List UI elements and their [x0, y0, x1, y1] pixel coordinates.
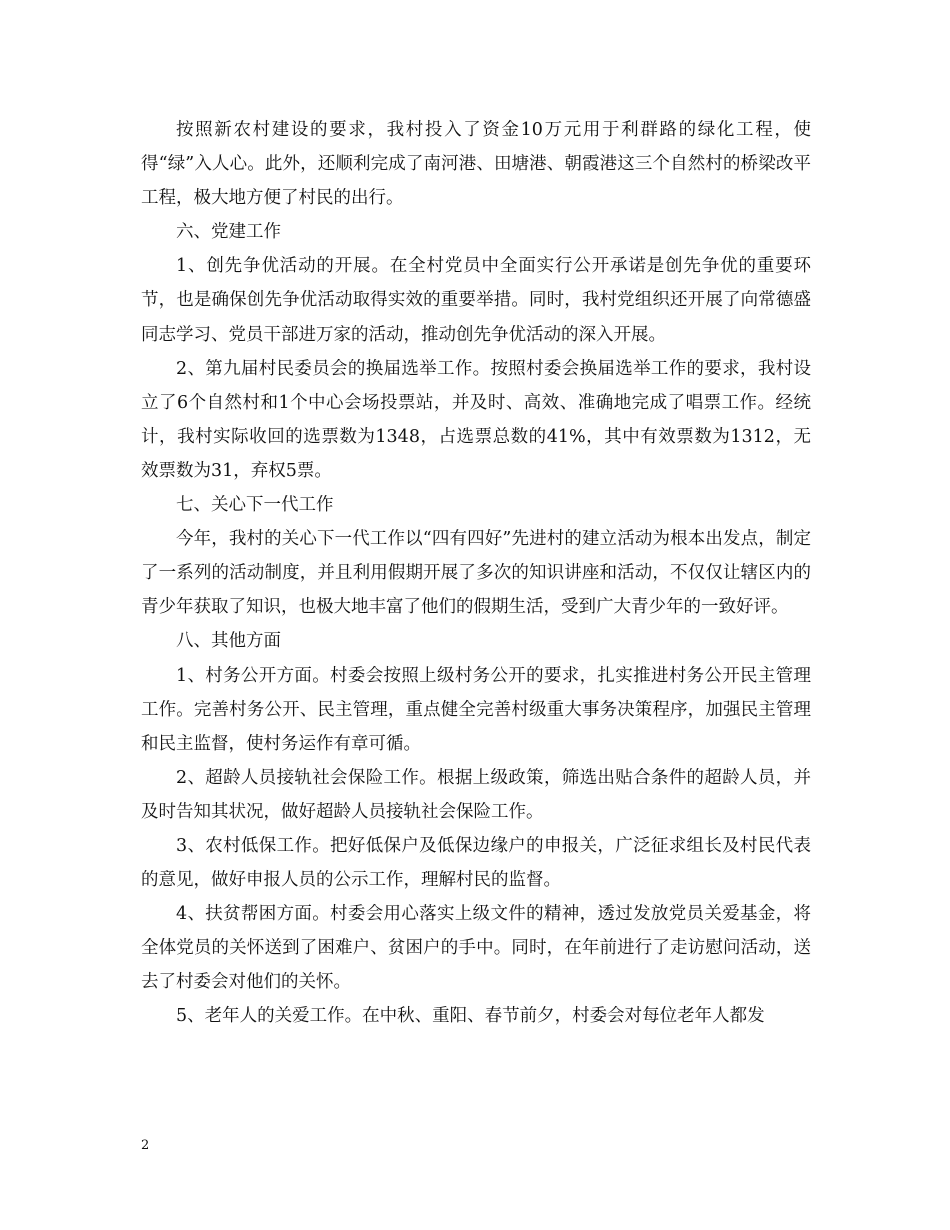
- paragraph-elderly-care: 5、老年人的关爱工作。在中秋、重阳、春节前夕，村委会对每位老年人都发: [176, 1006, 765, 1027]
- paragraph-social-insurance: 2、超龄人员接轨社会保险工作。根据上级政策，筛选出贴合条件的超龄人员，并及时告知其状况，做好超龄人员接轨社会保险工作。: [141, 767, 811, 822]
- section-heading-other-aspects: 八、其他方面: [176, 631, 281, 652]
- paragraph-excellence-campaign: 1、创先争优活动的开展。在全村党员中全面实行公开承诺是创先争优的重要环节，也是确保创先争优活动取得实效的重要举措。同时，我村党组织还开展了向常德盛同志学习、党员干部进万家的活动，推动创先争优活动的深入开展。: [141, 256, 811, 345]
- paragraph-greening-project: 按照新农村建设的要求，我村投入了资金10万元用于利群路的绿化工程，使得“绿”入人心。此外，还顺利完成了南河港、田塘港、朝霞港这三个自然村的桥梁改平工程，极大地方便了村民的出行。: [141, 120, 811, 209]
- document-body: [141, 113, 811, 1034]
- paragraph-village-affairs: 1、村务公开方面。村委会按照上级村务公开的要求，扎实推进村务公开民主管理工作。完善村务公开、民主管理，重点健全完善村级重大事务决策程序，加强民主管理和民主监督，使村务运作有章可循。: [141, 665, 811, 754]
- paragraph-youth-activities: 今年，我村的关心下一代工作以“四有四好”先进村的建立活动为根本出发点，制定了一系列的活动制度，并且利用假期开展了多次的知识讲座和活动，不仅仅让辖区内的青少年获取了知识，也极大地丰富了他们的假期生活，受到广大青少年的一致好评。: [141, 529, 811, 618]
- paragraph-subsistence-allowance: 3、农村低保工作。把好低保户及低保边缘户的申报关，广泛征求组长及村民代表的意见，做好申报人员的公示工作，理解村民的监督。: [141, 835, 811, 891]
- paragraph-election-work: 2、第九届村民委员会的换届选举工作。按照村委会换届选举工作的要求，我村设立了6个自然村和1个中心会场投票站，并及时、高效、准确地完成了唱票工作。经统计，我村实际收回的选票数为1348，占选票总数的41%，其中有效票数为1312，无效票数为31，弃权5票。: [141, 358, 811, 481]
- page-number: 2: [141, 1138, 150, 1153]
- paragraph-poverty-relief: 4、扶贫帮困方面。村委会用心落实上级文件的精神，透过发放党员关爱基金，将全体党员的关怀送到了困难户、贫困户的手中。同时，在年前进行了走访慰问活动，送去了村委会对他们的关怀。: [141, 904, 811, 993]
- section-heading-next-generation: 七、关心下一代工作: [176, 495, 334, 516]
- section-heading-party-building: 六、党建工作: [176, 222, 281, 243]
